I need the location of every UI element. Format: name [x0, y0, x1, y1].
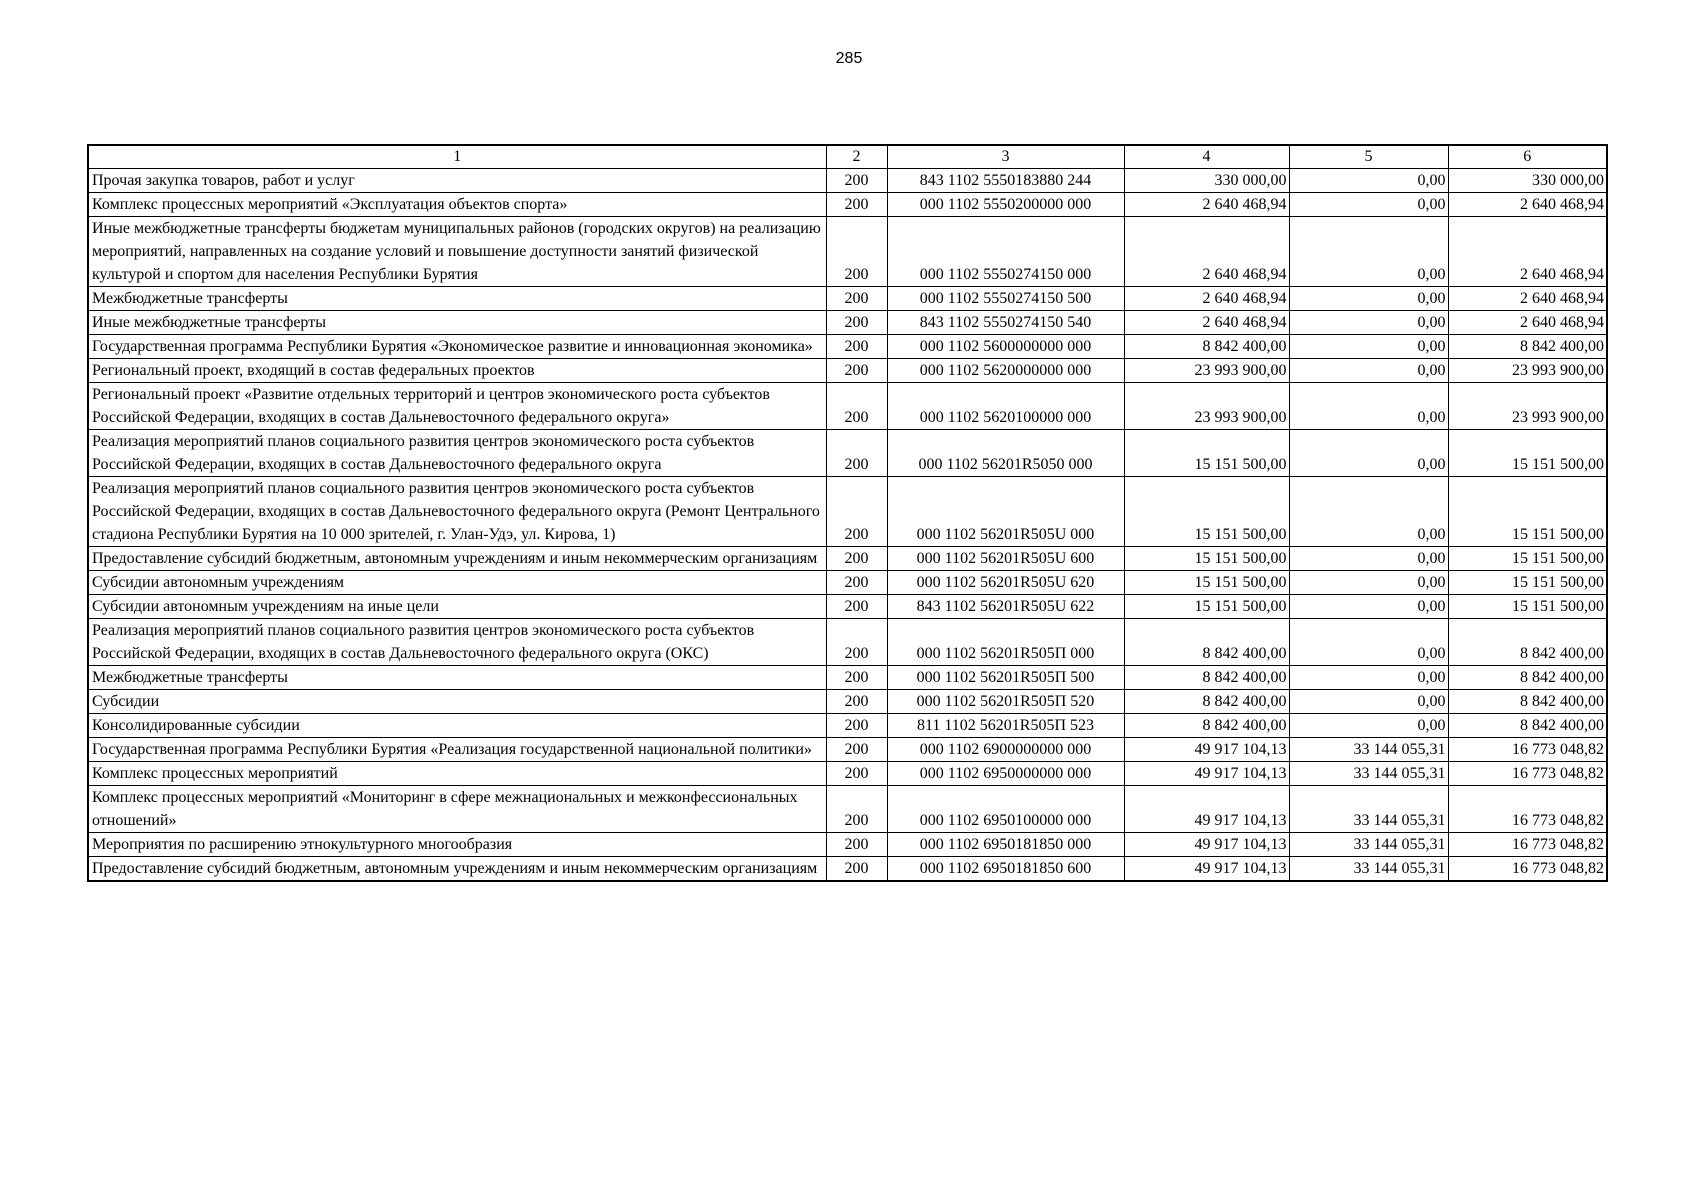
- row-executed-cell: 0,00: [1289, 287, 1448, 311]
- row-budget-code-cell: 000 1102 5550200000 000: [887, 193, 1124, 217]
- row-budget-code-cell: 000 1102 5550274150 000: [887, 217, 1124, 287]
- row-line-code-cell: 200: [826, 690, 887, 714]
- row-name-cell: Комплекс процессных мероприятий «Мониторинг в сфере межнациональных и межконфессиональных отношений»: [88, 786, 826, 833]
- row-budget-code-cell: 000 1102 5550274150 500: [887, 287, 1124, 311]
- row-name-cell: Комплекс процессных мероприятий «Эксплуатация объектов спорта»: [88, 193, 826, 217]
- row-approved-cell: 2 640 468,94: [1124, 311, 1289, 335]
- table-row: [88, 786, 1607, 833]
- row-budget-code-cell: 843 1102 5550183880 244: [887, 169, 1124, 193]
- row-remaining-cell: 15 151 500,00: [1448, 547, 1607, 571]
- budget-table: [87, 144, 1608, 882]
- row-executed-cell: 0,00: [1289, 169, 1448, 193]
- row-name-cell: Региональный проект «Развитие отдельных территорий и центров экономического роста субъектов Российской Федерации, входящих в состав Дальневосточного федерального округа»: [88, 383, 826, 430]
- row-budget-code-cell: 000 1102 56201R505П 000: [887, 619, 1124, 666]
- row-executed-cell: 0,00: [1289, 690, 1448, 714]
- row-line-code-cell: 200: [826, 595, 887, 619]
- row-approved-cell: 49 917 104,13: [1124, 833, 1289, 857]
- row-approved-cell: 15 151 500,00: [1124, 571, 1289, 595]
- row-name-cell: Иные межбюджетные трансферты: [88, 311, 826, 335]
- row-approved-cell: 2 640 468,94: [1124, 193, 1289, 217]
- row-remaining-cell: 8 842 400,00: [1448, 690, 1607, 714]
- row-budget-code-cell: 000 1102 6950100000 000: [887, 786, 1124, 833]
- row-budget-code-cell: 811 1102 56201R505П 523: [887, 714, 1124, 738]
- table-body: [88, 145, 1607, 881]
- row-remaining-cell: 15 151 500,00: [1448, 595, 1607, 619]
- row-executed-cell: 0,00: [1289, 383, 1448, 430]
- table-row: [88, 169, 1607, 193]
- row-executed-cell: 33 144 055,31: [1289, 762, 1448, 786]
- row-budget-code-cell: 843 1102 5550274150 540: [887, 311, 1124, 335]
- row-executed-cell: 33 144 055,31: [1289, 786, 1448, 833]
- row-budget-code-cell: 000 1102 56201R505U 620: [887, 571, 1124, 595]
- row-executed-cell: 0,00: [1289, 335, 1448, 359]
- row-line-code-cell: 200: [826, 477, 887, 547]
- row-executed-cell: 0,00: [1289, 571, 1448, 595]
- row-name-cell: Прочая закупка товаров, работ и услуг: [88, 169, 826, 193]
- row-line-code-cell: 200: [826, 169, 887, 193]
- row-budget-code-cell: 000 1102 6950181850 000: [887, 833, 1124, 857]
- row-approved-cell: 23 993 900,00: [1124, 359, 1289, 383]
- row-name-cell: Государственная программа Республики Бурятия «Реализация государственной национальной политики»: [88, 738, 826, 762]
- row-line-code-cell: 200: [826, 383, 887, 430]
- row-line-code-cell: 200: [826, 571, 887, 595]
- row-approved-cell: 8 842 400,00: [1124, 619, 1289, 666]
- table-row: [88, 477, 1607, 547]
- row-remaining-cell: 15 151 500,00: [1448, 571, 1607, 595]
- row-approved-cell: 8 842 400,00: [1124, 335, 1289, 359]
- row-line-code-cell: 200: [826, 193, 887, 217]
- row-budget-code-cell: 000 1102 56201R505U 000: [887, 477, 1124, 547]
- row-remaining-cell: 23 993 900,00: [1448, 383, 1607, 430]
- page-number: 285: [835, 50, 863, 67]
- row-budget-code-cell: 000 1102 56201R5050 000: [887, 430, 1124, 477]
- table-row: [88, 738, 1607, 762]
- row-name-cell: Межбюджетные трансферты: [88, 666, 826, 690]
- header-cell: 1: [88, 145, 826, 169]
- row-remaining-cell: 16 773 048,82: [1448, 762, 1607, 786]
- table-row: [88, 217, 1607, 287]
- row-approved-cell: 15 151 500,00: [1124, 595, 1289, 619]
- row-executed-cell: 0,00: [1289, 359, 1448, 383]
- table-row: [88, 287, 1607, 311]
- row-budget-code-cell: 000 1102 6950181850 600: [887, 857, 1124, 882]
- table-row: [88, 619, 1607, 666]
- row-line-code-cell: 200: [826, 547, 887, 571]
- row-approved-cell: 15 151 500,00: [1124, 547, 1289, 571]
- row-budget-code-cell: 000 1102 6900000000 000: [887, 738, 1124, 762]
- header-cell: 2: [826, 145, 887, 169]
- row-line-code-cell: 200: [826, 430, 887, 477]
- row-executed-cell: 0,00: [1289, 430, 1448, 477]
- row-line-code-cell: 200: [826, 335, 887, 359]
- row-remaining-cell: 8 842 400,00: [1448, 619, 1607, 666]
- row-executed-cell: 0,00: [1289, 477, 1448, 547]
- header-cell: 4: [1124, 145, 1289, 169]
- table-row: [88, 595, 1607, 619]
- row-budget-code-cell: 000 1102 56201R505U 600: [887, 547, 1124, 571]
- row-line-code-cell: 200: [826, 217, 887, 287]
- row-approved-cell: 49 917 104,13: [1124, 857, 1289, 882]
- row-executed-cell: 0,00: [1289, 311, 1448, 335]
- row-name-cell: Межбюджетные трансферты: [88, 287, 826, 311]
- row-line-code-cell: 200: [826, 287, 887, 311]
- row-name-cell: Государственная программа Республики Бурятия «Экономическое развитие и инновационная экономика»: [88, 335, 826, 359]
- table-row: [88, 857, 1607, 882]
- row-approved-cell: 15 151 500,00: [1124, 430, 1289, 477]
- row-approved-cell: 8 842 400,00: [1124, 690, 1289, 714]
- row-approved-cell: 23 993 900,00: [1124, 383, 1289, 430]
- table-row: [88, 762, 1607, 786]
- row-remaining-cell: 16 773 048,82: [1448, 786, 1607, 833]
- row-budget-code-cell: 843 1102 56201R505U 622: [887, 595, 1124, 619]
- row-line-code-cell: 200: [826, 786, 887, 833]
- row-name-cell: Предоставление субсидий бюджетным, автономным учреждениям и иным некоммерческим организациям: [88, 547, 826, 571]
- row-executed-cell: 33 144 055,31: [1289, 833, 1448, 857]
- row-approved-cell: 49 917 104,13: [1124, 786, 1289, 833]
- row-name-cell: Субсидии автономным учреждениям на иные цели: [88, 595, 826, 619]
- row-name-cell: Предоставление субсидий бюджетным, автономным учреждениям и иным некоммерческим организациям: [88, 857, 826, 882]
- table-row: [88, 383, 1607, 430]
- row-executed-cell: 0,00: [1289, 547, 1448, 571]
- table-row: [88, 833, 1607, 857]
- row-remaining-cell: 330 000,00: [1448, 169, 1607, 193]
- row-line-code-cell: 200: [826, 714, 887, 738]
- row-remaining-cell: 2 640 468,94: [1448, 311, 1607, 335]
- row-remaining-cell: 15 151 500,00: [1448, 430, 1607, 477]
- row-line-code-cell: 200: [826, 762, 887, 786]
- row-line-code-cell: 200: [826, 738, 887, 762]
- row-approved-cell: 2 640 468,94: [1124, 217, 1289, 287]
- table-row: [88, 714, 1607, 738]
- row-executed-cell: 0,00: [1289, 595, 1448, 619]
- row-approved-cell: 15 151 500,00: [1124, 477, 1289, 547]
- row-remaining-cell: 8 842 400,00: [1448, 335, 1607, 359]
- row-name-cell: Субсидии автономным учреждениям: [88, 571, 826, 595]
- row-budget-code-cell: 000 1102 56201R505П 520: [887, 690, 1124, 714]
- header-row: [88, 145, 1607, 169]
- row-remaining-cell: 23 993 900,00: [1448, 359, 1607, 383]
- row-executed-cell: 0,00: [1289, 619, 1448, 666]
- row-remaining-cell: 8 842 400,00: [1448, 714, 1607, 738]
- row-approved-cell: 49 917 104,13: [1124, 738, 1289, 762]
- row-budget-code-cell: 000 1102 5600000000 000: [887, 335, 1124, 359]
- row-approved-cell: 330 000,00: [1124, 169, 1289, 193]
- row-executed-cell: 33 144 055,31: [1289, 738, 1448, 762]
- table-row: [88, 666, 1607, 690]
- header-cell: 5: [1289, 145, 1448, 169]
- row-budget-code-cell: 000 1102 6950000000 000: [887, 762, 1124, 786]
- row-line-code-cell: 200: [826, 666, 887, 690]
- row-line-code-cell: 200: [826, 833, 887, 857]
- row-name-cell: Реализация мероприятий планов социального развития центров экономического роста субъектов Российской Федерации, входящих в состав Дальневосточного федерального округа (ОКС): [88, 619, 826, 666]
- row-remaining-cell: 2 640 468,94: [1448, 287, 1607, 311]
- row-executed-cell: 0,00: [1289, 714, 1448, 738]
- row-approved-cell: 49 917 104,13: [1124, 762, 1289, 786]
- row-approved-cell: 8 842 400,00: [1124, 666, 1289, 690]
- table-row: [88, 690, 1607, 714]
- row-name-cell: Реализация мероприятий планов социального развития центров экономического роста субъектов Российской Федерации, входящих в состав Дальневосточного федерального округа: [88, 430, 826, 477]
- table-row: [88, 335, 1607, 359]
- row-name-cell: Реализация мероприятий планов социального развития центров экономического роста субъектов Российской Федерации, входящих в состав Дальневосточного федерального округа (Ремонт Центрального стадиона Республики Бурятия на 10 000 зрителей, г. Улан-Удэ, ул. Кирова, 1): [88, 477, 826, 547]
- row-remaining-cell: 16 773 048,82: [1448, 857, 1607, 882]
- row-executed-cell: 0,00: [1289, 193, 1448, 217]
- table-row: [88, 430, 1607, 477]
- row-remaining-cell: 2 640 468,94: [1448, 217, 1607, 287]
- header-cell: 6: [1448, 145, 1607, 169]
- row-name-cell: Мероприятия по расширению этнокультурного многообразия: [88, 833, 826, 857]
- row-remaining-cell: 16 773 048,82: [1448, 833, 1607, 857]
- row-remaining-cell: 16 773 048,82: [1448, 738, 1607, 762]
- row-line-code-cell: 200: [826, 857, 887, 882]
- row-executed-cell: 33 144 055,31: [1289, 857, 1448, 882]
- table-row: [88, 193, 1607, 217]
- row-remaining-cell: 2 640 468,94: [1448, 193, 1607, 217]
- table-row: [88, 311, 1607, 335]
- row-approved-cell: 2 640 468,94: [1124, 287, 1289, 311]
- row-budget-code-cell: 000 1102 56201R505П 500: [887, 666, 1124, 690]
- row-name-cell: Консолидированные субсидии: [88, 714, 826, 738]
- table-row: [88, 571, 1607, 595]
- table-row: [88, 359, 1607, 383]
- row-line-code-cell: 200: [826, 619, 887, 666]
- row-name-cell: Комплекс процессных мероприятий: [88, 762, 826, 786]
- row-name-cell: Региональный проект, входящий в состав федеральных проектов: [88, 359, 826, 383]
- row-executed-cell: 0,00: [1289, 666, 1448, 690]
- row-remaining-cell: 8 842 400,00: [1448, 666, 1607, 690]
- row-budget-code-cell: 000 1102 5620000000 000: [887, 359, 1124, 383]
- row-approved-cell: 8 842 400,00: [1124, 714, 1289, 738]
- row-executed-cell: 0,00: [1289, 217, 1448, 287]
- row-line-code-cell: 200: [826, 359, 887, 383]
- row-budget-code-cell: 000 1102 5620100000 000: [887, 383, 1124, 430]
- row-line-code-cell: 200: [826, 311, 887, 335]
- header-cell: 3: [887, 145, 1124, 169]
- row-remaining-cell: 15 151 500,00: [1448, 477, 1607, 547]
- table-row: [88, 547, 1607, 571]
- row-name-cell: Иные межбюджетные трансферты бюджетам муниципальных районов (городских округов) на реализацию мероприятий, направленных на создание условий и повышение доступности занятий физической культурой и спортом для населения Республики Бурятия: [88, 217, 826, 287]
- row-name-cell: Субсидии: [88, 690, 826, 714]
